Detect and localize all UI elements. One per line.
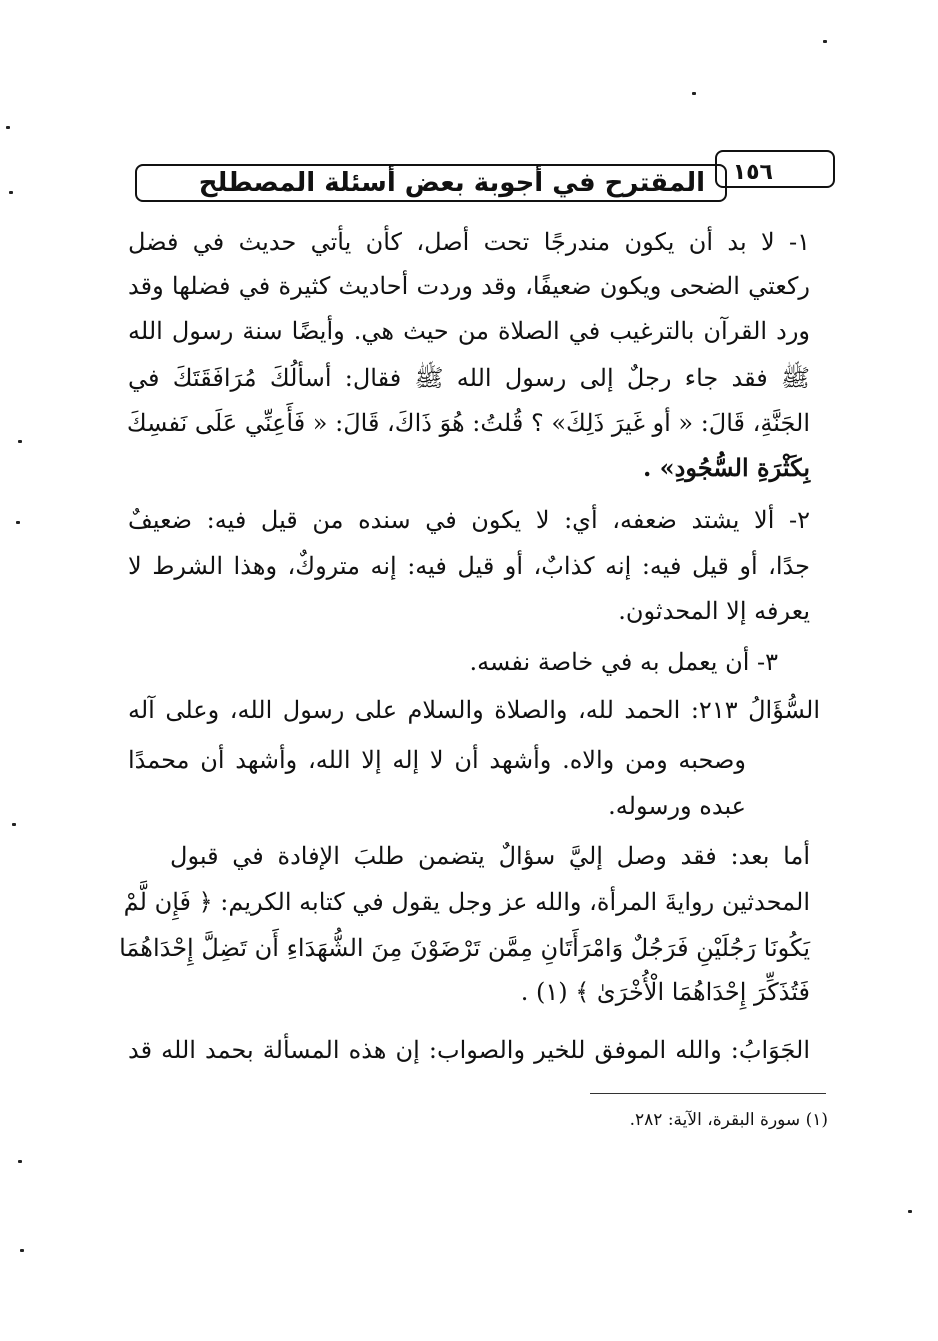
text-line: بِكَثْرَةِ السُّجُودِ» .: [642, 453, 810, 482]
quran-verse-line: يَكُونَا رَجُلَيْنِ فَرَجُلٌ وَامْرَأَتَانِ مِمَّن تَرْضَوْنَ مِنَ الشُّهَدَاءِ أَن تَضِلَّ إِحْدَاهُمَا: [119, 934, 810, 962]
scan-speck: [908, 1210, 912, 1213]
text-line: عبده ورسوله.: [608, 792, 746, 820]
scan-speck: [6, 126, 10, 129]
page-number: ١٥٦: [732, 160, 773, 185]
text-line: المحدثين روايةَ المرأة، والله عز وجل يقول في كتابه الكريم: ﴿ فَإِن لَّمْ: [123, 888, 810, 916]
scan-speck: [9, 191, 13, 194]
text-line: يعرفه إلا المحدثون.: [618, 597, 810, 625]
text-line: جدًا، أو قيل فيه: إنه كذابٌ، أو قيل فيه: إنه متروكٌ، وهذا الشرط لا: [128, 552, 810, 580]
text-line: أما بعد: فقد وصل إليَّ سؤالٌ يتضمن طلبَ الإفادة في قبول: [170, 842, 810, 870]
running-title-frame: [135, 164, 727, 202]
question-heading-line: السُّؤَالُ ٢١٣: الحمد لله، والصلاة والسلام على رسول الله، وعلى آله: [128, 696, 820, 724]
text-line: ٣- أن يعمل به في خاصة نفسه.: [469, 648, 778, 676]
running-title: المقترح في أجوبة بعض أسئلة المصطلح: [198, 168, 705, 198]
scan-speck: [16, 521, 20, 524]
scan-speck: [692, 92, 696, 95]
scan-speck: [12, 823, 16, 826]
quran-verse-line: فَتُذَكِّرَ إِحْدَاهُمَا الْأُخْرَىٰ ﴾ (١) .: [520, 978, 810, 1006]
text-line: ورد القرآن بالترغيب في الصلاة من حيث هي. وأيضًا سنة رسول الله: [128, 317, 811, 345]
answer-line: الجَوَابُ: والله الموفق للخير والصواب: إن هذه المسألة بحمد الله قد: [128, 1036, 810, 1064]
footnote-separator: [590, 1093, 826, 1094]
text-line: الجَنَّةِ، قَالَ: « أو غَيرَ ذَلِكَ» ؟ قُلتُ: هُوَ ذَاكَ، قَالَ: « فَأَعِنِّي عَلَى نَفسِكَ: [126, 409, 810, 437]
footnote: (١) سورة البقرة، الآية: ٢٨٢.: [629, 1110, 828, 1130]
text-line: ١- لا بد أن يكون مندرجًا تحت أصل، كأن يأتي حديث في فضل: [128, 228, 810, 256]
text-line: ٢- ألا يشتد ضعفه، أي: لا يكون في سنده من قيل فيه: ضعيفٌ: [128, 506, 810, 534]
scan-speck: [823, 40, 827, 43]
scan-speck: [18, 1160, 22, 1163]
page-header: [135, 150, 835, 202]
text-line: ﷺ فقد جاء رجلٌ إلى رسول الله ﷺ فقال: أسألُكَ مُرَافَقَتَكَ في: [128, 364, 810, 392]
text-line: ركعتي الضحى ويكون ضعيفًا، وقد وردت أحاديث كثيرة في فضلها وقد: [128, 272, 811, 300]
text-line: وصحبه ومن والاه. وأشهد أن لا إله إلا الله، وأشهد أن محمدًا: [128, 746, 746, 774]
scan-speck: [20, 1249, 24, 1252]
scan-speck: [18, 440, 22, 443]
